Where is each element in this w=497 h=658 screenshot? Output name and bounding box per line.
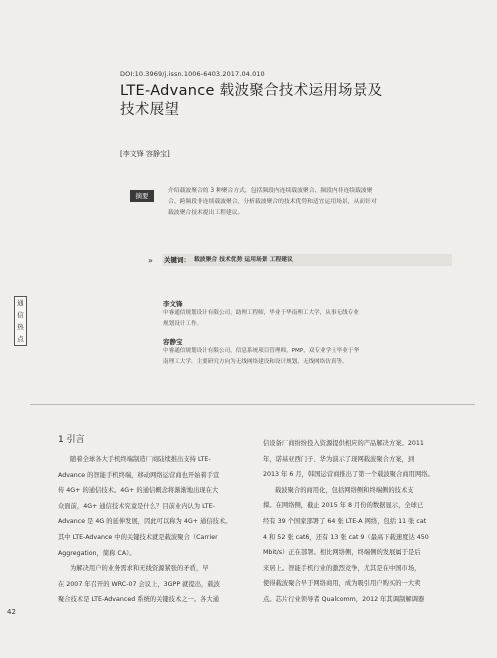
section-heading: 1 引言 xyxy=(58,435,85,445)
bio-line: 规划设计工作。 xyxy=(163,321,203,327)
section-side-tab xyxy=(14,296,27,346)
text-line: Advance 的智能手机终端，移动网络运营商也开始着手宣 xyxy=(58,471,220,479)
right-column xyxy=(263,436,468,608)
doi: DOI:10.3969/j.issn.1006-6403.2017.04.010 xyxy=(120,70,265,78)
text-line: 点。芯片行业领导者 Qualcomm，2012 年其调制解调器 xyxy=(263,595,425,603)
text-line: 在 2007 年召开的 WRC-07 会议上，3GPP 就提出，载波 xyxy=(58,580,220,588)
bio-line: 中睿通信规划设计有限公司，信息系统项目管理师，PMP，双专业学士毕业于华 xyxy=(163,348,360,354)
bio-name: 李文锋 xyxy=(163,300,183,308)
abstract-line: 介绍载波聚合的 3 种聚合方式，包括频段内连续载波聚合、频段内非连续载波聚 xyxy=(168,188,373,194)
author-bio-1 xyxy=(163,299,453,330)
keywords-box xyxy=(162,254,452,266)
abstract-box xyxy=(120,184,460,238)
abstract-line: 载波聚合技术提出工程建议。 xyxy=(168,210,244,216)
text-line: Advance 是 4G 的延伸发展，因此可以称为 4G+ 通信技术。 xyxy=(58,518,232,526)
keywords-label: 关键词： xyxy=(164,256,190,264)
text-line: 撑。在网络侧，截止 2015 年 8 月份的数据显示，全球已 xyxy=(263,502,424,510)
bio-text xyxy=(163,346,453,368)
left-column xyxy=(58,452,253,608)
double-chevron-icon: » xyxy=(148,256,153,265)
text-line: 4 和 52 张 cat6，还有 13 张 cat 9（最高下载速度达 450 xyxy=(263,533,429,541)
text-line: 为解决用户的业务需求和无线资源紧张的矛盾，早 xyxy=(70,565,209,573)
text-line: 经有 39 个国家部署了 64 张 LTE-A 网络，包括 11 张 cat xyxy=(263,517,427,525)
text-line: Mbit/s）正在部署。相比网络侧，终端侧的发展属于是后 xyxy=(263,549,421,557)
text-line: 随着全球各大手机终端制造厂商陆续推出支持 LTE- xyxy=(70,456,211,463)
abstract-line: 合、跨频段非连续载波聚合，分析载波聚合的技术优势和适宜运用场景，从而针对 xyxy=(168,199,377,205)
title-line-1: LTE-Advance 载波聚合技术运用场景及 xyxy=(120,83,383,99)
text-line: 来居上。智能手机行业的激烈竞争，尤其是在中国市场， xyxy=(263,564,421,572)
side-tab-char: 信 xyxy=(17,311,24,319)
authors: [李文锋 容静宝] xyxy=(120,150,170,158)
side-tab-char: 热 xyxy=(17,323,24,331)
abstract-label: 摘要 xyxy=(130,190,154,202)
bio-name: 容静宝 xyxy=(163,338,183,346)
text-line: 信设备厂商纷纷投入资源提供相应的产品解决方案。2011 xyxy=(263,440,424,447)
bio-line: 南理工大学，主要研究方向为无线网络建设和设计规划、无线网络仿真等。 xyxy=(163,359,348,365)
page-number: 42 xyxy=(7,608,16,616)
text-line: Aggregation，简称 CA）。 xyxy=(58,549,136,557)
article-title xyxy=(120,82,450,120)
side-tab-char: 点 xyxy=(17,335,24,343)
text-line: 传 4G+ 的通信技术。4G+ 的通信概念将渐渐地出现在大 xyxy=(58,487,219,495)
abstract-text xyxy=(168,186,453,219)
keywords-text: 载波聚合 技术优势 运用场景 工程建议 xyxy=(194,257,293,263)
text-line: 使得载波聚合早于网络商用，成为吸引用户购买的一大卖 xyxy=(263,580,421,588)
text-line: 聚合技术是 LTE-Advanced 系统的关键技术之一。各大通 xyxy=(58,596,220,604)
side-tab-char: 通 xyxy=(17,299,24,307)
text-line: 其中 LTE-Advance 中的关键技术就是载波聚合（Carrier xyxy=(58,533,218,541)
text-line: 众面前，4G+ 通信技术究竟是什么？目前业内认为 LTE- xyxy=(58,502,215,510)
bio-text xyxy=(163,308,453,330)
title-line-2: 技术展望 xyxy=(120,102,180,118)
text-line: 年，诺基亚西门子、华为演示了现网载波聚合方案，到 xyxy=(263,455,415,463)
author-bio-2 xyxy=(163,337,453,368)
text-line: 2013 年 6 月，韩国运营商推出了第一个载波聚合商用网络。 xyxy=(263,471,434,479)
bio-line: 中睿通信规划设计有限公司，助理工程师，毕业于华南理工大学，从事无线专业 xyxy=(163,310,359,316)
section-divider xyxy=(30,404,475,405)
text-line: 载波聚合的商用化，包括网络侧和终端侧的技术支 xyxy=(275,486,414,494)
